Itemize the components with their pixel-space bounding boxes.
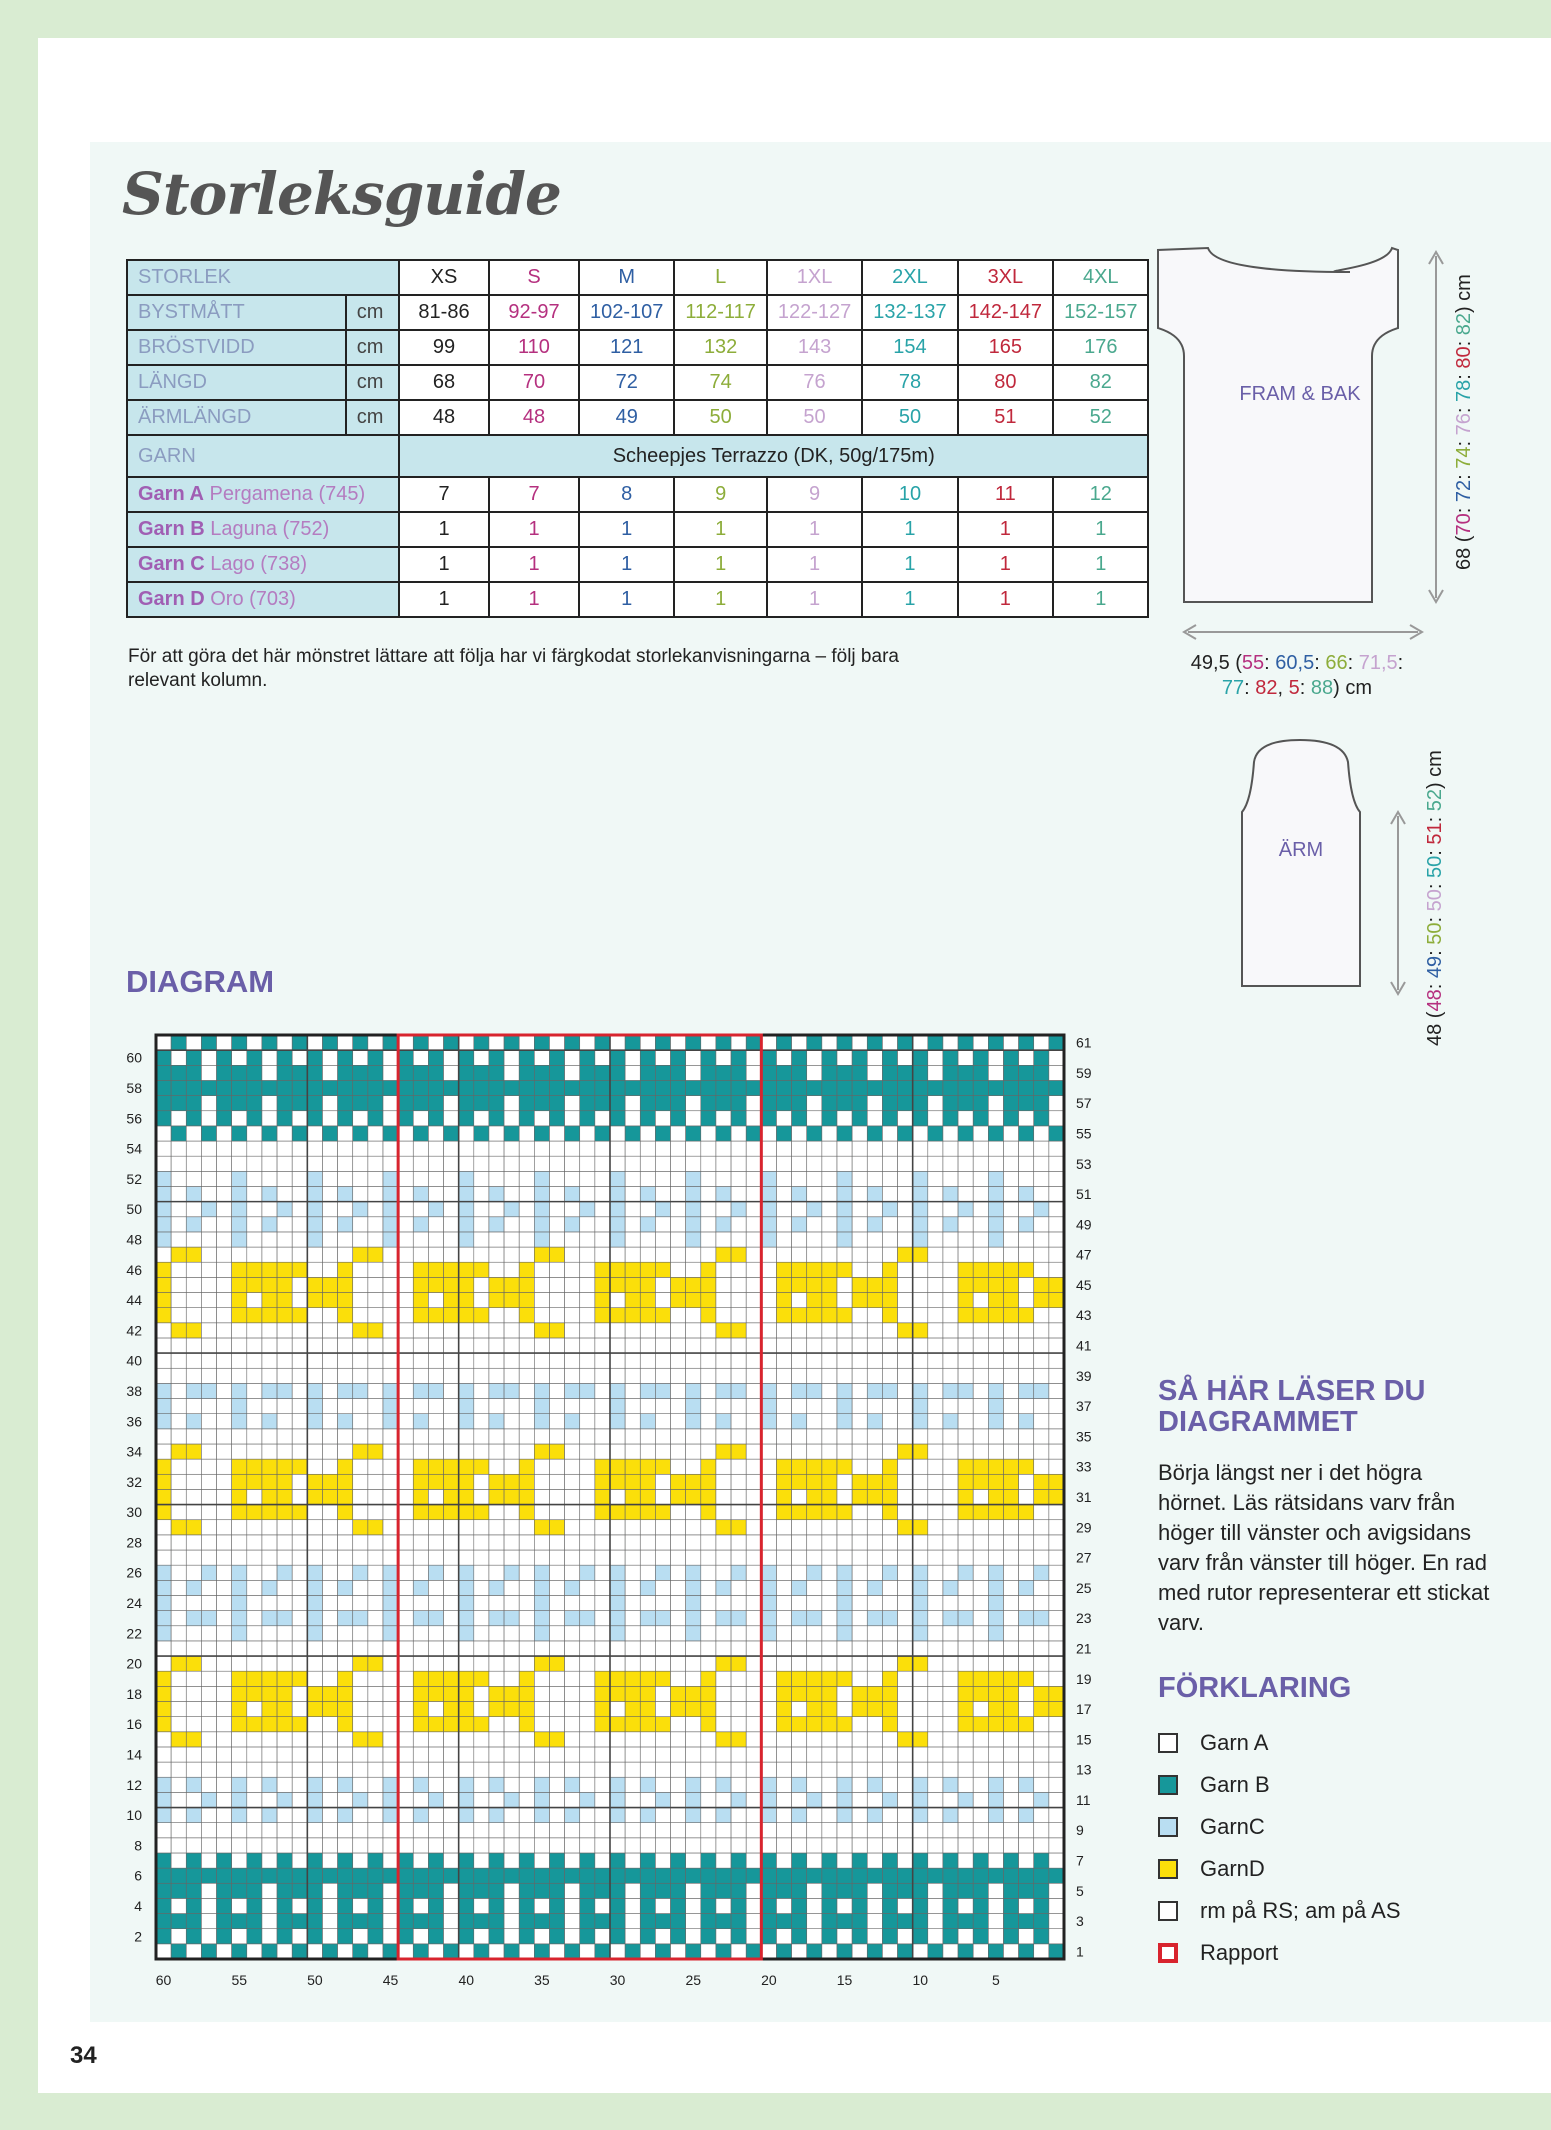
unit-cell: cm [346, 330, 399, 365]
legend-swatch [1158, 1943, 1178, 1963]
legend [1158, 1722, 1401, 1974]
sleeve-label: ÄRM [1278, 839, 1324, 861]
row-label-right: 35 [1076, 1428, 1092, 1445]
row-label-left: 24 [126, 1595, 142, 1612]
row-label-right: 7 [1076, 1852, 1084, 1869]
measure-cell: 152-157 [1053, 295, 1148, 330]
measure-cell: 154 [862, 330, 957, 365]
measure-part: ) cm [1424, 750, 1446, 790]
row-label-left: 26 [126, 1564, 142, 1581]
size-header-cell: 1XL [767, 260, 862, 295]
size-header-cell: 3XL [958, 260, 1053, 295]
measure-cell: 102-107 [579, 295, 674, 330]
measure-cell: 121 [579, 330, 674, 365]
row-label-left: 50 [126, 1201, 142, 1218]
row-label-right: 61 [1076, 1034, 1092, 1051]
yarn-amount-cell: 1 [579, 512, 674, 547]
yarn-amount-cell: 7 [489, 477, 579, 512]
yarn-amount-cell: 1 [767, 547, 862, 582]
measure-cell: 81-86 [399, 295, 489, 330]
unit-cell: cm [346, 295, 399, 330]
row-label-right: 59 [1076, 1064, 1092, 1081]
row-label-left: 18 [126, 1685, 142, 1702]
sleeve-length-text [1424, 750, 1446, 1046]
measure-label: ÄRMLÄNGD [127, 400, 346, 435]
measure-part: : [1453, 435, 1475, 447]
yarn-letter: Garn B [138, 518, 205, 540]
legend-label: Garn B [1200, 1772, 1270, 1797]
yarn-color-name: Oro (703) [204, 588, 296, 610]
yarn-color-name: Lago (738) [204, 553, 307, 575]
measure-cell: 122-127 [767, 295, 862, 330]
row-label-left: 56 [126, 1110, 142, 1127]
yarn-amount-cell: 1 [1053, 512, 1148, 547]
measure-part: : [1424, 911, 1446, 923]
body-label: FRAM & BAK [1239, 383, 1361, 405]
measure-cell: 51 [958, 400, 1053, 435]
measure-cell: 72 [579, 365, 674, 400]
size-header-cell: S [489, 260, 579, 295]
row-label-left: 10 [126, 1807, 142, 1824]
size-header-cell: M [579, 260, 674, 295]
measure-cell: 132 [674, 330, 766, 365]
yarn-amount-cell: 9 [767, 477, 862, 512]
legend-item [1158, 1806, 1401, 1848]
yarn-amount-cell: 1 [674, 512, 766, 547]
yarn-amount-cell: 10 [862, 477, 957, 512]
col-label: 20 [761, 1972, 777, 1988]
row-label-right: 17 [1076, 1701, 1092, 1718]
row-label-right: 55 [1076, 1125, 1092, 1142]
row-label-right: 3 [1076, 1913, 1084, 1930]
yarn-amount-cell: 1 [489, 582, 579, 617]
row-label-right: 23 [1076, 1610, 1092, 1627]
measure-cell: 99 [399, 330, 489, 365]
measure-cell: 112-117 [674, 295, 766, 330]
measure-part: 48 [1424, 989, 1446, 1012]
measure-cell: 49 [579, 400, 674, 435]
size-header-cell: XS [399, 260, 489, 295]
yarn-amount-cell: 12 [1053, 477, 1148, 512]
row-label-right: 11 [1076, 1791, 1091, 1808]
measure-cell: 142-147 [958, 295, 1053, 330]
measure-part: 66 [1325, 652, 1348, 674]
measure-part: : [1347, 652, 1359, 674]
unit-cell: cm [346, 400, 399, 435]
yarn-amount-cell: 1 [489, 547, 579, 582]
measure-cell: 143 [767, 330, 862, 365]
measure-cell: 92-97 [489, 295, 579, 330]
yarn-amount-cell: 1 [1053, 547, 1148, 582]
measure-part: 76 [1453, 413, 1475, 436]
legend-swatch [1158, 1775, 1178, 1795]
row-label-left: 8 [134, 1837, 142, 1854]
yarn-amount-cell: 1 [399, 547, 489, 582]
measure-part: : [1453, 502, 1475, 514]
row-label-left: 52 [126, 1170, 142, 1187]
yarn-amount-cell: 1 [862, 512, 957, 547]
size-header-label: STORLEK [127, 260, 399, 295]
size-header-cell: 4XL [1053, 260, 1148, 295]
row-label-right: 47 [1076, 1246, 1092, 1263]
row-label-left: 28 [126, 1534, 142, 1551]
measure-cell: 165 [958, 330, 1053, 365]
row-label-right: 21 [1076, 1640, 1092, 1657]
measure-label: BYSTMÅTT [127, 295, 346, 330]
measure-cell: 80 [958, 365, 1053, 400]
col-label: 5 [992, 1972, 1000, 1988]
col-label: 50 [307, 1972, 323, 1988]
yarn-color-name: Laguna (752) [204, 518, 330, 540]
yarn-amount-cell: 1 [674, 547, 766, 582]
sleeve-outline [1242, 740, 1360, 986]
legend-title: FÖRKLARING [1158, 1672, 1352, 1704]
legend-swatch [1158, 1859, 1178, 1879]
measure-part: : [1299, 677, 1311, 699]
measure-part: : [1397, 652, 1404, 674]
measure-part: : [1453, 335, 1475, 347]
measure-cell: 70 [489, 365, 579, 400]
measure-cell: 50 [674, 400, 766, 435]
legend-swatch [1158, 1817, 1178, 1837]
legend-item [1158, 1848, 1401, 1890]
legend-item [1158, 1764, 1401, 1806]
size-header-cell: 2XL [862, 260, 957, 295]
row-label-left: 16 [126, 1716, 142, 1733]
measure-cell: 78 [862, 365, 957, 400]
measure-part: : [1424, 944, 1446, 956]
row-label-right: 27 [1076, 1549, 1092, 1566]
measure-cell: 48 [399, 400, 489, 435]
yarn-amount-cell: 1 [579, 547, 674, 582]
measure-part: : [1264, 652, 1276, 674]
color-coding-note: För att göra det här mönstret lättare att följa har vi färgkodat storlekanvisningarna – följ bara relevant kolumn. [128, 646, 899, 691]
yarn-amount-cell: 1 [767, 512, 862, 547]
measure-label: LÄNGD [127, 365, 346, 400]
yarn-amount-cell: 1 [489, 512, 579, 547]
row-label-right: 13 [1076, 1761, 1092, 1778]
yarn-letter: Garn D [138, 588, 205, 610]
yarn-amount-cell: 1 [674, 582, 766, 617]
row-label-right: 51 [1076, 1186, 1092, 1203]
measure-cell: 52 [1053, 400, 1148, 435]
measure-cell: 132-137 [862, 295, 957, 330]
measure-cell: 68 [399, 365, 489, 400]
unit-cell: cm [346, 365, 399, 400]
row-label-right: 41 [1076, 1337, 1092, 1354]
measure-cell: 76 [767, 365, 862, 400]
col-label: 15 [836, 1972, 853, 1988]
measure-part: 49 [1424, 955, 1446, 979]
measure-part: ) cm [1453, 274, 1475, 314]
row-label-right: 9 [1076, 1822, 1084, 1839]
row-label-left: 22 [126, 1625, 142, 1642]
col-label: 25 [685, 1972, 702, 1988]
legend-item [1158, 1722, 1401, 1764]
legend-item [1158, 1890, 1401, 1932]
row-label-left: 12 [126, 1776, 142, 1793]
measure-part: : [1244, 677, 1256, 699]
row-label-left: 58 [126, 1080, 142, 1097]
yarn-amount-cell: 1 [958, 512, 1053, 547]
row-label-left: 14 [126, 1746, 142, 1763]
legend-label: GarnC [1200, 1814, 1265, 1839]
measure-part: 78 [1453, 379, 1475, 403]
row-label-left: 44 [126, 1292, 142, 1309]
measure-part: 52 [1424, 789, 1446, 812]
row-label-right: 39 [1076, 1367, 1092, 1384]
row-label-right: 1 [1076, 1943, 1084, 1960]
row-label-right: 43 [1076, 1307, 1092, 1324]
yarn-amount-cell: 8 [579, 477, 674, 512]
measure-part: 50 [1424, 922, 1446, 945]
measure-part: 5 [1288, 677, 1300, 699]
diagram-title: DIAGRAM [126, 964, 275, 999]
row-label-left: 4 [134, 1897, 142, 1914]
measure-part: 70 [1453, 513, 1475, 536]
measure-part: 88 [1310, 677, 1334, 699]
yarn-amount-cell: 1 [767, 582, 862, 617]
col-label: 30 [609, 1972, 626, 1988]
legend-swatch [1158, 1901, 1178, 1921]
row-label-right: 29 [1076, 1519, 1092, 1536]
measure-cell: 176 [1053, 330, 1148, 365]
row-label-right: 49 [1076, 1216, 1092, 1233]
measure-part: 68 ( [1453, 535, 1475, 570]
legend-item [1158, 1932, 1401, 1974]
yarn-amount-cell: 1 [862, 582, 957, 617]
measure-part: 50 [1424, 855, 1446, 879]
row-label-right: 37 [1076, 1398, 1092, 1415]
howto-text: Börja längst ner i det högra hörnet. Läs rätsidans varv från höger till vänster och avigsidans varv från vänster till höger. En rad med rutor representerar ett stickat varv. [1158, 1460, 1490, 1635]
yarn-amount-cell: 11 [958, 477, 1053, 512]
yarn-name: Scheepjes Terrazzo (DK, 50g/175m) [399, 435, 1148, 477]
measure-part: 51 [1424, 822, 1446, 845]
row-label-right: 45 [1076, 1276, 1092, 1293]
col-label: 35 [534, 1972, 550, 1988]
measure-cell: 110 [489, 330, 579, 365]
row-label-left: 46 [126, 1261, 142, 1278]
row-label-left: 32 [126, 1473, 142, 1490]
yarn-color-name: Pergamena (745) [203, 483, 366, 505]
row-label-left: 38 [126, 1382, 142, 1399]
row-label-right: 25 [1076, 1579, 1092, 1596]
measure-part: : [1424, 878, 1446, 890]
measure-part: , [1277, 677, 1289, 699]
measure-part: : [1314, 652, 1326, 674]
row-label-right: 15 [1076, 1731, 1092, 1748]
yarn-amount-cell: 9 [674, 477, 766, 512]
measure-part: 50 [1424, 889, 1446, 912]
col-label: 45 [382, 1972, 399, 1988]
row-label-right: 33 [1076, 1458, 1092, 1475]
row-label-right: 5 [1076, 1882, 1084, 1899]
yarn-amount-cell: 1 [1053, 582, 1148, 617]
col-label: 40 [458, 1972, 475, 1988]
measure-part: 82 [1255, 677, 1278, 699]
row-label-right: 53 [1076, 1155, 1092, 1172]
row-label-left: 42 [126, 1322, 142, 1339]
measure-part: : [1424, 844, 1446, 856]
legend-label: Rapport [1200, 1940, 1279, 1965]
row-label-left: 40 [126, 1352, 142, 1369]
row-label-left: 34 [126, 1443, 142, 1460]
row-label-left: 54 [126, 1140, 142, 1157]
measure-part: 55 [1241, 652, 1265, 674]
measure-part: : [1453, 468, 1475, 480]
measure-part: ) cm [1333, 677, 1373, 699]
col-label: 60 [155, 1972, 172, 1988]
measure-cell: 50 [767, 400, 862, 435]
measure-part: : [1424, 811, 1446, 823]
body-width-text-2 [1222, 677, 1372, 699]
row-label-left: 30 [126, 1504, 142, 1521]
yarn-amount-cell: 1 [958, 547, 1053, 582]
body-outline [1158, 248, 1398, 602]
measure-part: : [1453, 368, 1475, 380]
col-label: 10 [912, 1972, 929, 1988]
legend-label: GarnD [1200, 1856, 1265, 1881]
yarn-letter: Garn C [138, 553, 205, 575]
yarn-amount-cell: 1 [399, 512, 489, 547]
row-label-left: 60 [126, 1049, 142, 1066]
yarn-header-label: GARN [127, 435, 399, 477]
row-label-left: 48 [126, 1231, 142, 1248]
row-label-right: 19 [1076, 1670, 1092, 1687]
row-label-left: 2 [134, 1928, 142, 1945]
page-number: 34 [70, 2042, 97, 2069]
legend-label: Garn A [1200, 1730, 1269, 1755]
howto-title: SÅ HÄR LÄSER DU DIAGRAMMET [1158, 1375, 1426, 1438]
col-label: 55 [231, 1972, 248, 1988]
measure-part: 48 ( [1424, 1011, 1446, 1046]
measure-cell: 74 [674, 365, 766, 400]
measure-label: BRÖSTVIDD [127, 330, 346, 365]
measure-part: 74 [1453, 446, 1475, 469]
measure-part: 72 [1453, 479, 1475, 503]
measure-part: 80 [1453, 346, 1475, 369]
yarn-letter: Garn A [138, 483, 204, 505]
yarn-amount-cell: 1 [399, 582, 489, 617]
measure-cell: 48 [489, 400, 579, 435]
page-title: Storleksguide [122, 160, 561, 228]
yarn-amount-cell: 1 [862, 547, 957, 582]
measure-part: 71,5 [1358, 652, 1398, 674]
body-length-text [1453, 274, 1475, 570]
size-header-cell: L [674, 260, 766, 295]
measure-cell: 50 [862, 400, 957, 435]
yarn-amount-cell: 7 [399, 477, 489, 512]
legend-label: rm på RS; am på AS [1200, 1898, 1401, 1923]
row-label-right: 31 [1076, 1489, 1092, 1505]
yarn-amount-cell: 1 [958, 582, 1053, 617]
yarn-amount-cell: 1 [579, 582, 674, 617]
row-label-left: 36 [126, 1413, 142, 1430]
measure-part: 82 [1453, 313, 1475, 336]
row-label-left: 6 [134, 1867, 142, 1884]
legend-swatch [1158, 1733, 1178, 1753]
row-label-left: 20 [126, 1655, 142, 1672]
row-label-right: 57 [1076, 1095, 1092, 1112]
measure-part: 60,5 [1275, 652, 1315, 674]
measure-part: : [1453, 402, 1475, 414]
body-width-text-1 [1191, 652, 1403, 674]
measure-cell: 82 [1053, 365, 1148, 400]
measure-part: 77 [1221, 677, 1245, 699]
measure-part: 49,5 ( [1190, 652, 1242, 674]
measure-part: : [1424, 978, 1446, 990]
